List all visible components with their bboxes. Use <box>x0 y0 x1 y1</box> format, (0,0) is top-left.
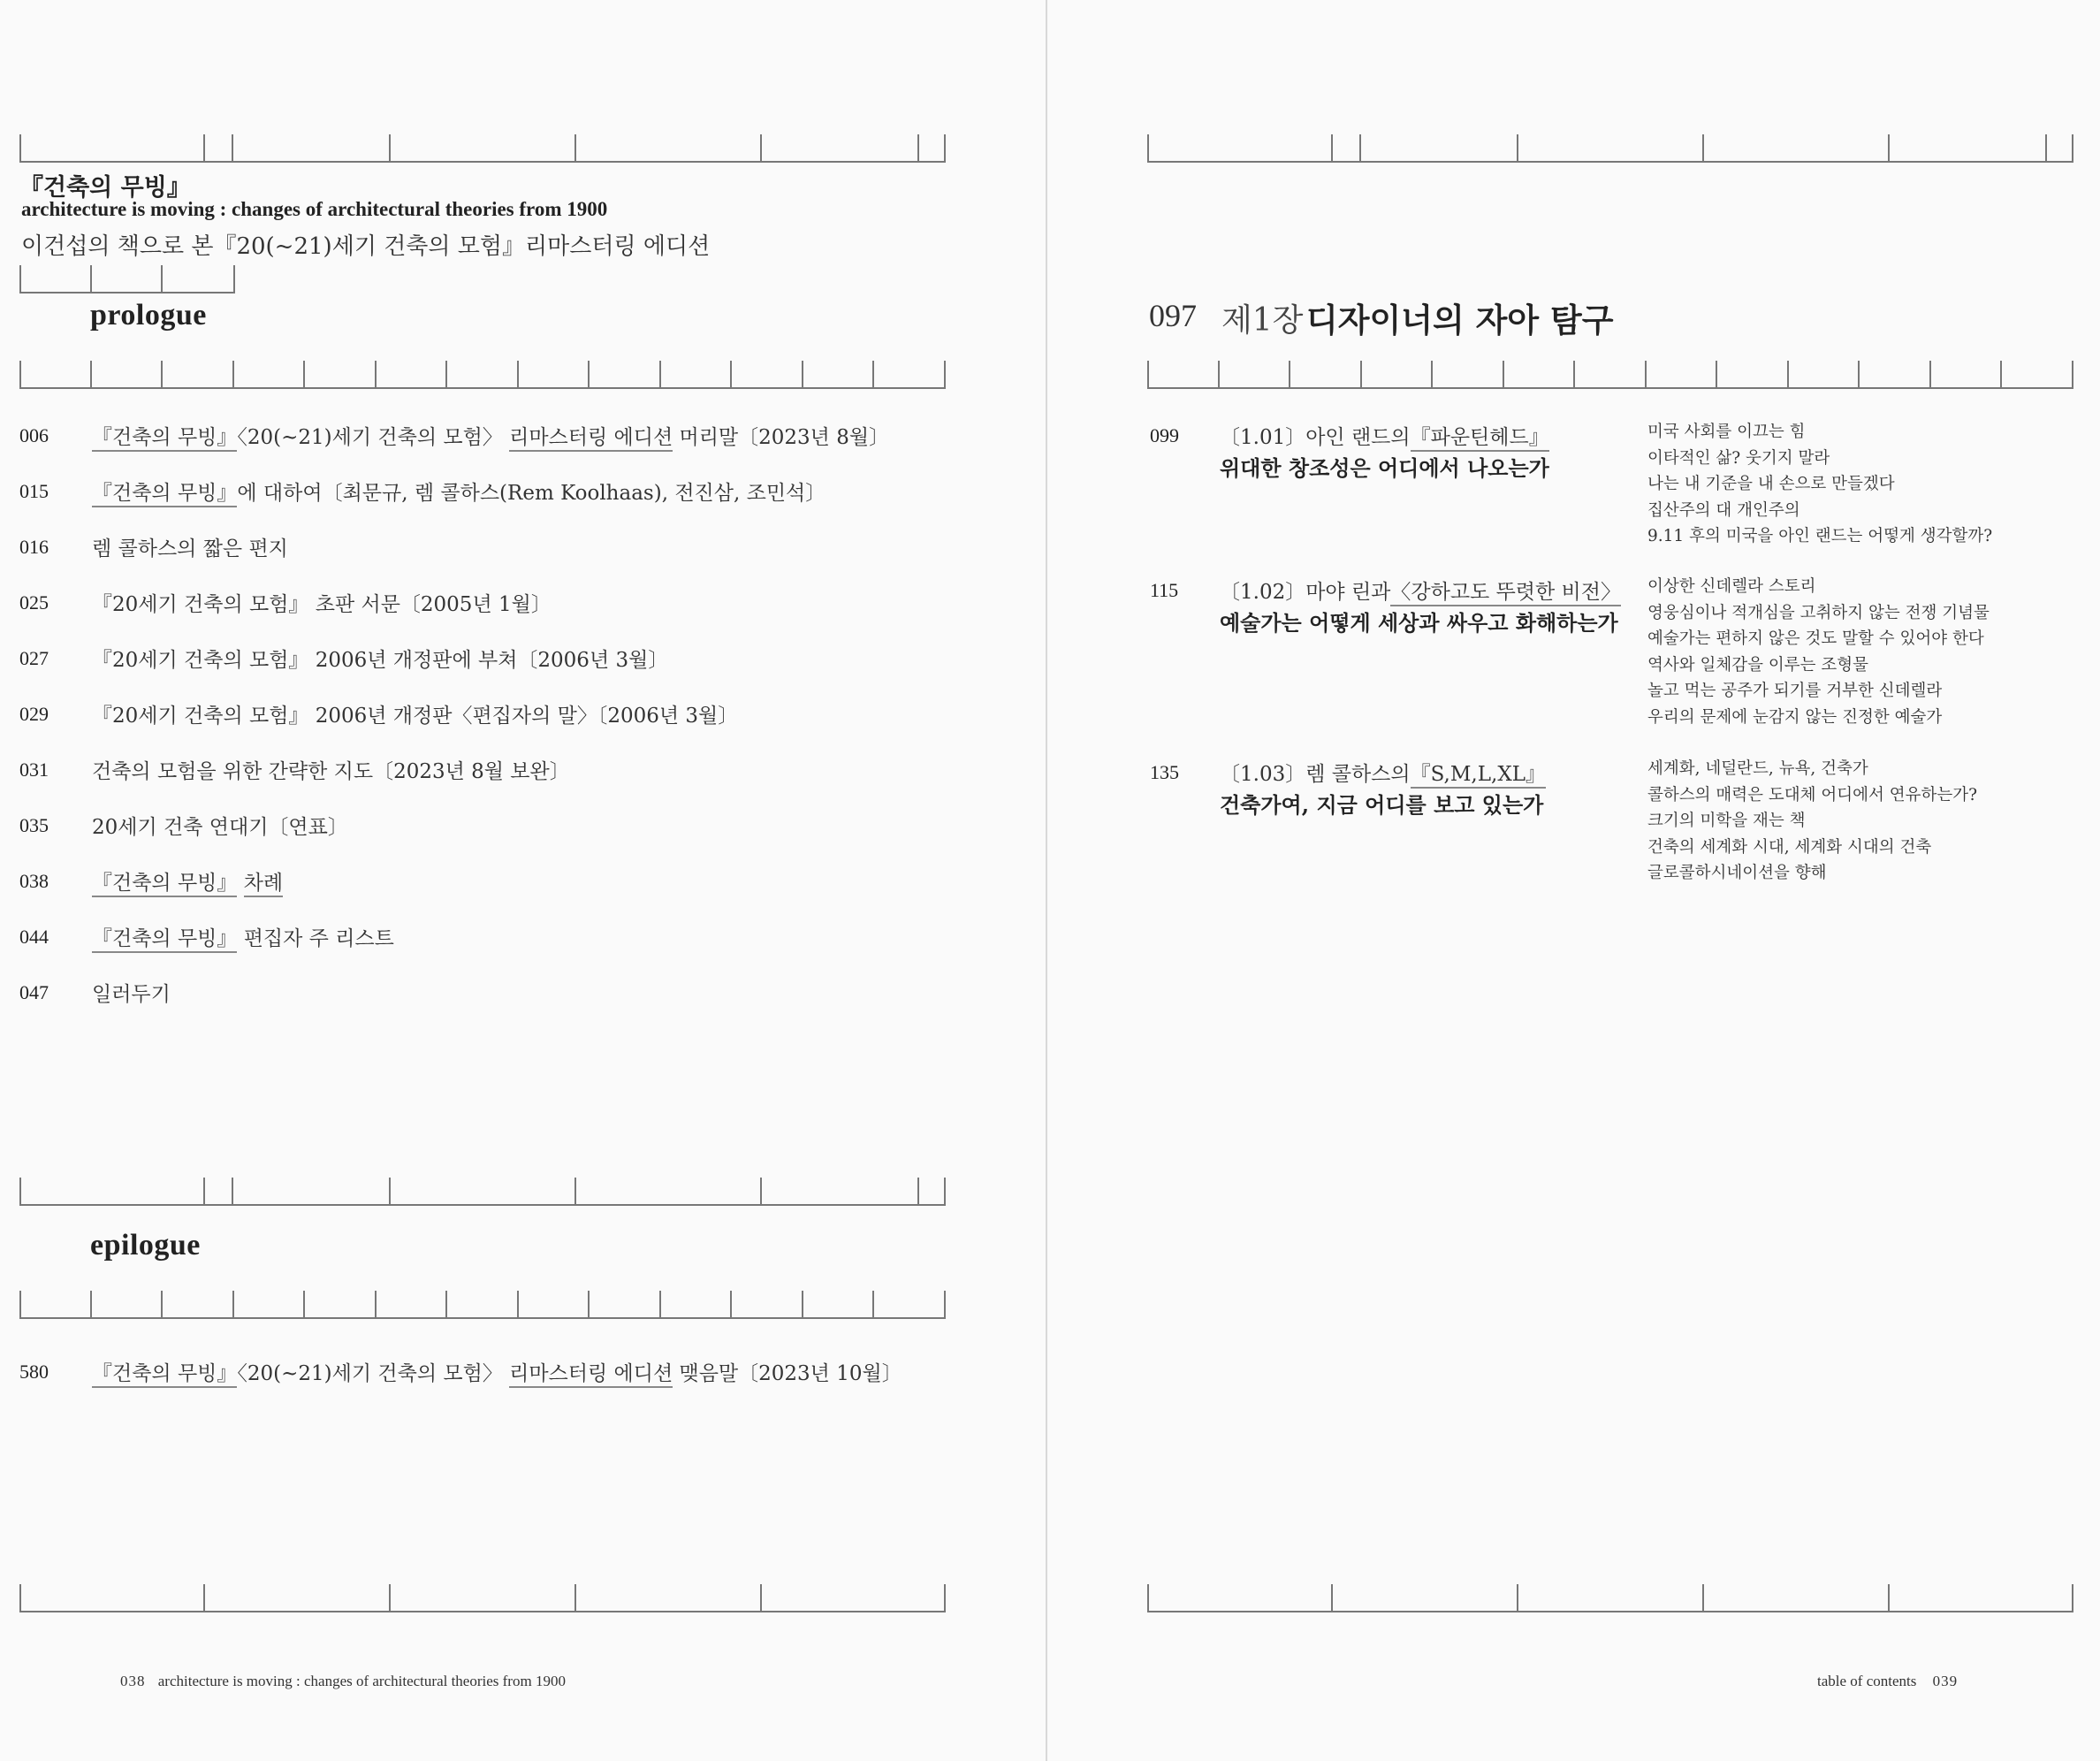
chapter-label: 제1장 <box>1221 302 1304 339</box>
toc-page-number: 044 <box>19 926 49 948</box>
top-ruler <box>19 134 946 163</box>
epilogue-ruler <box>19 1291 946 1319</box>
toc-item-text: 렘 콜하스의 짧은 편지 <box>92 537 288 560</box>
toc-page-number: 031 <box>19 759 49 781</box>
footer-running-title: architecture is moving : changes of architectural theories from 1900 <box>157 1673 566 1689</box>
prologue-heading: prologue <box>90 299 207 332</box>
chapter-page-number: 097 <box>1149 298 1197 333</box>
chapter-title: 디자이너의 자아 탐구 <box>1306 301 1614 339</box>
toc-page-number: 006 <box>19 424 49 446</box>
toc-item-text: 『건축의 무빙』 차례 <box>92 866 283 896</box>
epilogue-heading: epilogue <box>90 1229 201 1262</box>
toc-item-text: 『20세기 건축의 모험』 2006년 개정판에 부쳐〔2006년 3월〕 <box>92 649 669 672</box>
entry-label: 〔1.03〕렘 콜하스의『S,M,L,XL』 <box>1220 758 1546 787</box>
toc-item-text: 건축의 모험을 위한 간략한 지도〔2023년 8월 보완〕 <box>92 760 570 783</box>
toc-page-number: 047 <box>19 981 49 1003</box>
entry-page-number: 115 <box>1150 579 1179 601</box>
title-ruler <box>19 265 235 294</box>
toc-item-text: 일러두기 <box>92 983 171 1006</box>
toc-item-text: 『건축의 무빙』에 대하여〔최문규, 렘 콜하스(Rem Koolhaas), 전진삼, 조민석〕 <box>92 476 826 506</box>
entry-page-number: 135 <box>1150 761 1179 783</box>
entry-title: 위대한 창조성은 어디에서 나오는가 <box>1220 455 1549 481</box>
entry-title: 예술가는 어떻게 세상과 싸우고 화해하는가 <box>1220 610 1618 636</box>
toc-page-number: 025 <box>19 591 49 614</box>
prologue-ruler <box>19 361 946 389</box>
footer <box>1817 1673 1958 1690</box>
entry-subtopics: 미국 사회를 이끄는 힘 이타적인 삶? 웃기지 말라 나는 내 기준을 내 손으로 만들겠다 집산주의 대 개인주의 9.11 후의 미국을 아인 랜드는 어떻게 생각할까? <box>1647 423 1993 546</box>
entry-title: 건축가여, 지금 어디를 보고 있는가 <box>1220 792 1544 818</box>
toc-item-text: 『20세기 건축의 모험』 2006년 개정판〈편집자의 말〉〔2006년 3월〕 <box>92 705 739 728</box>
toc-item-text: 『20세기 건축의 모험』 초판 서문〔2005년 1월〕 <box>92 593 552 616</box>
toc-item-text: 『건축의 무빙』〈20(~21)세기 건축의 모험〉 리마스터링 에디션 머리말〔2023년 8월〕 <box>92 421 889 450</box>
toc-page-number: 580 <box>19 1361 49 1383</box>
footer <box>120 1673 566 1690</box>
epilogue-top-ruler <box>19 1178 946 1206</box>
edition-line: 이건섭의 책으로 본『20(~21)세기 건축의 모험』리마스터링 에디션 <box>21 233 711 260</box>
toc-page-number: 035 <box>19 814 49 836</box>
footer-page-number: 039 <box>1932 1673 1959 1689</box>
toc-page-number: 016 <box>19 536 49 558</box>
footer-page-number: 038 <box>120 1673 146 1689</box>
left-page <box>0 0 1046 1761</box>
entry-subtopics: 세계화, 네덜란드, 뉴욕, 건축가 콜하스의 매력은 도대체 어디에서 연유하는가? 크기의 미학을 재는 책 건축의 세계화 시대, 세계화 시대의 건축 글로콜하시네이션을 향해 <box>1647 759 1977 883</box>
chapter-ruler <box>1147 361 2073 389</box>
entry-label: 〔1.02〕마야 린과〈강하고도 뚜렷한 비전〉 <box>1220 576 1621 605</box>
bottom-ruler <box>1147 1584 2073 1612</box>
top-ruler <box>1147 134 2073 163</box>
toc-item-text: 20세기 건축 연대기〔연표〕 <box>92 816 348 839</box>
book-title: 『건축의 무빙』 <box>19 174 191 202</box>
book-subtitle: architecture is moving : changes of architectural theories from 1900 <box>21 198 608 220</box>
entry-label: 〔1.01〕아인 랜드의『파운틴헤드』 <box>1220 421 1549 450</box>
toc-page-number: 015 <box>19 480 49 502</box>
toc-item-text: 『건축의 무빙』 편집자 주 리스트 <box>92 922 394 951</box>
entry-page-number: 099 <box>1150 424 1179 446</box>
entry-subtopics: 이상한 신데렐라 스토리 영웅심이나 적개심을 고취하지 않는 전쟁 기념물 예술가는 편하지 않은 것도 말할 수 있어야 한다 역사와 일체감을 이루는 조형물 놀고 먹는 공주가 되기를 거부한 신데렐라 우리의 문제에 눈감지 않는 진정한 예술가 <box>1647 577 1990 727</box>
toc-page-number: 027 <box>19 647 49 669</box>
footer-running-title: table of contents <box>1817 1673 1917 1689</box>
bottom-ruler <box>19 1584 946 1612</box>
toc-page-number: 038 <box>19 870 49 892</box>
toc-item-text: 『건축의 무빙』〈20(~21)세기 건축의 모험〉 리마스터링 에디션 맺음말〔2023년 10월〕 <box>92 1357 902 1386</box>
toc-page-number: 029 <box>19 703 49 725</box>
